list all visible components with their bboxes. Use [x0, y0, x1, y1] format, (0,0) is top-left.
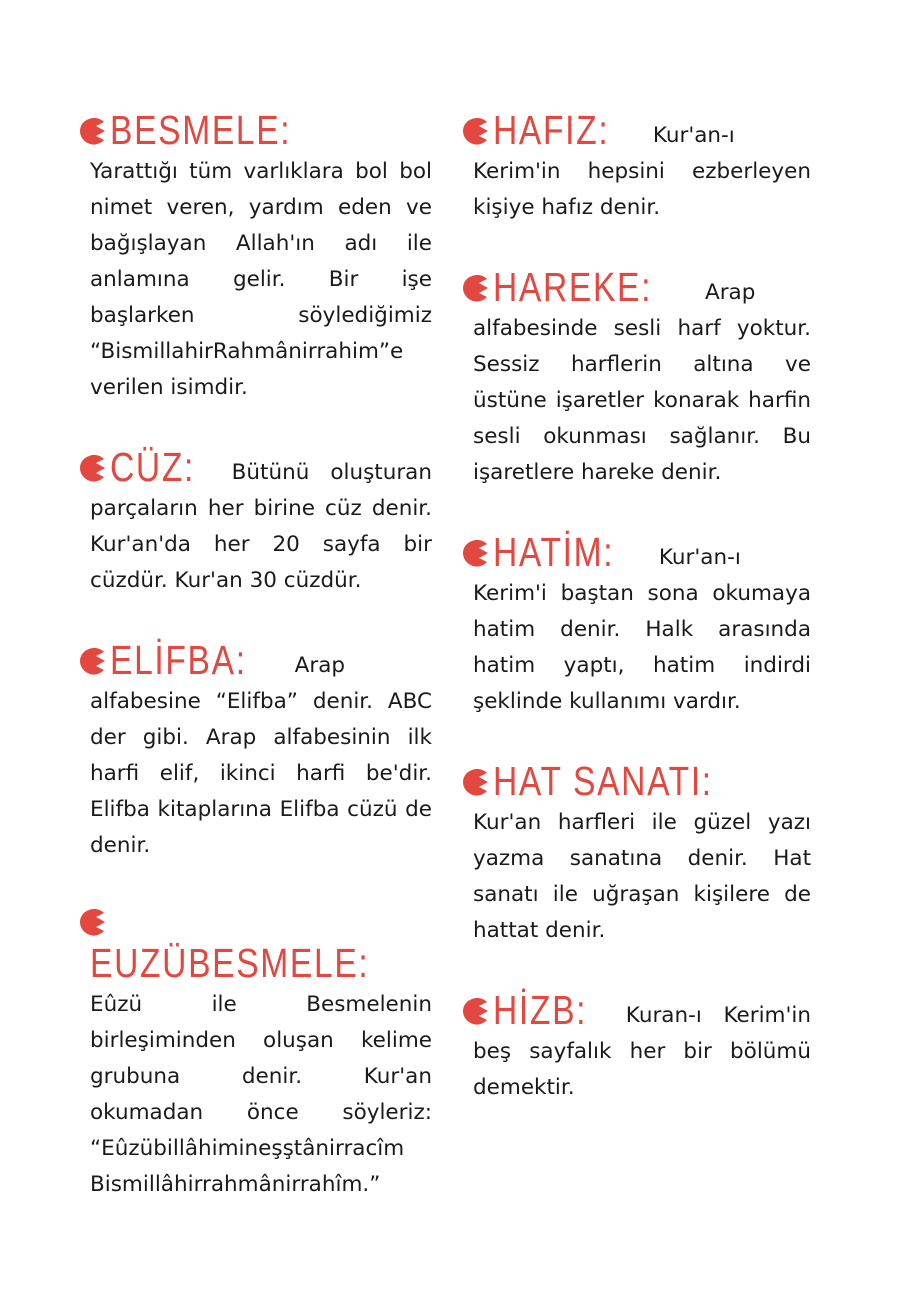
- entry-paragraph: [80, 907, 432, 1203]
- definition-text: Kur'an-ı Kerim'i baştan sona okumaya hatim denir. Halk arasında hatim yaptı, hatim indirdi şeklinde kullanımı vardır.: [473, 545, 811, 714]
- term-heading: HİZB:: [493, 987, 588, 1033]
- definition-text: Kuran-ı Kerim'in beş sayfalık her bir bölümü demektir.: [473, 1003, 811, 1100]
- right-column: [463, 107, 811, 1106]
- entry-paragraph: [463, 987, 811, 1106]
- term-heading: ELİFBA:: [110, 637, 247, 683]
- glossary-entry-besmele: [80, 107, 432, 406]
- definition-text: Bütünü oluşturan parçaların her birine cüz denir. Kur'an'da her 20 sayfa bir cüzdür. Kur'an 30 cüzdür.: [90, 460, 432, 593]
- glossary-entry-euzubesmele: [80, 907, 432, 1203]
- entry-paragraph: [80, 637, 432, 864]
- definition-text: Arap alfabesine “Elifba” denir. ABC der gibi. Arap alfabesinin ilk harfi elif, ikinci harfi be'dir. Elifba kitaplarına Elifba cüzü de denir.: [90, 653, 432, 858]
- entry-paragraph: [463, 264, 811, 491]
- bullet-icon: [461, 116, 491, 146]
- term-heading: HATİM:: [493, 529, 615, 575]
- bullet-icon: [461, 767, 491, 797]
- entry-paragraph: [463, 529, 811, 720]
- glossary-entry-hizb: [463, 987, 811, 1106]
- bullet-icon: [461, 273, 491, 303]
- entry-paragraph: [463, 107, 811, 226]
- definition-text: Eûzü ile Besmelenin birleşiminden oluşan kelime grubuna denir. Kur'an okumadan önce söyleriz: “Eûzübillâhimineşştânirracîm Bismillâhirrahmânirrahîm.”: [90, 992, 432, 1197]
- term-heading: HAT SANATI:: [493, 758, 713, 804]
- glossary-entry-hatim: [463, 529, 811, 720]
- term-heading: BESMELE:: [110, 107, 292, 153]
- term-heading: HAFIZ:: [493, 107, 610, 153]
- glossary-entry-elifba: [80, 637, 432, 864]
- bullet-icon: [78, 453, 108, 483]
- bullet-icon: [461, 538, 491, 568]
- glossary-entry-hat-sanati: [463, 758, 811, 949]
- bullet-icon: [78, 116, 108, 146]
- glossary-entry-hareke: [463, 264, 811, 491]
- definition-text: Kur'an harfleri ile güzel yazı yazma sanatına denir. Hat sanatı ile uğraşan kişilere de hattat denir.: [473, 810, 811, 943]
- definition-text: Arap alfabesinde sesli harf yoktur. Sessiz harflerin altına ve üstüne işaretler konarak harfin sesli okunması sağlanır. Bu işaretlere hareke denir.: [473, 280, 811, 485]
- bullet-icon: [78, 907, 108, 937]
- entry-paragraph: [463, 758, 811, 949]
- bullet-icon: [78, 646, 108, 676]
- definition-text: Yarattığı tüm varlıklara bol bol nimet veren, yardım eden ve bağışlayan Allah'ın adı ile anlamına gelir. Bir işe başlarken söylediğimiz “BismillahirRahmânirrahim”e verilen isimdir.: [90, 159, 432, 400]
- glossary-entry-cuz: [80, 444, 432, 599]
- term-heading: CÜZ:: [110, 444, 195, 490]
- glossary-entry-hafiz: [463, 107, 811, 226]
- term-heading: HAREKE:: [493, 264, 653, 310]
- left-column: [80, 107, 432, 1203]
- entry-paragraph: [80, 107, 432, 406]
- bullet-icon: [461, 996, 491, 1026]
- definition-text: Kur'an-ı Kerim'in hepsini ezberleyen kişiye hafız denir.: [473, 123, 811, 220]
- entry-paragraph: [80, 444, 432, 599]
- term-heading: EUZÜBESMELE:: [90, 940, 370, 986]
